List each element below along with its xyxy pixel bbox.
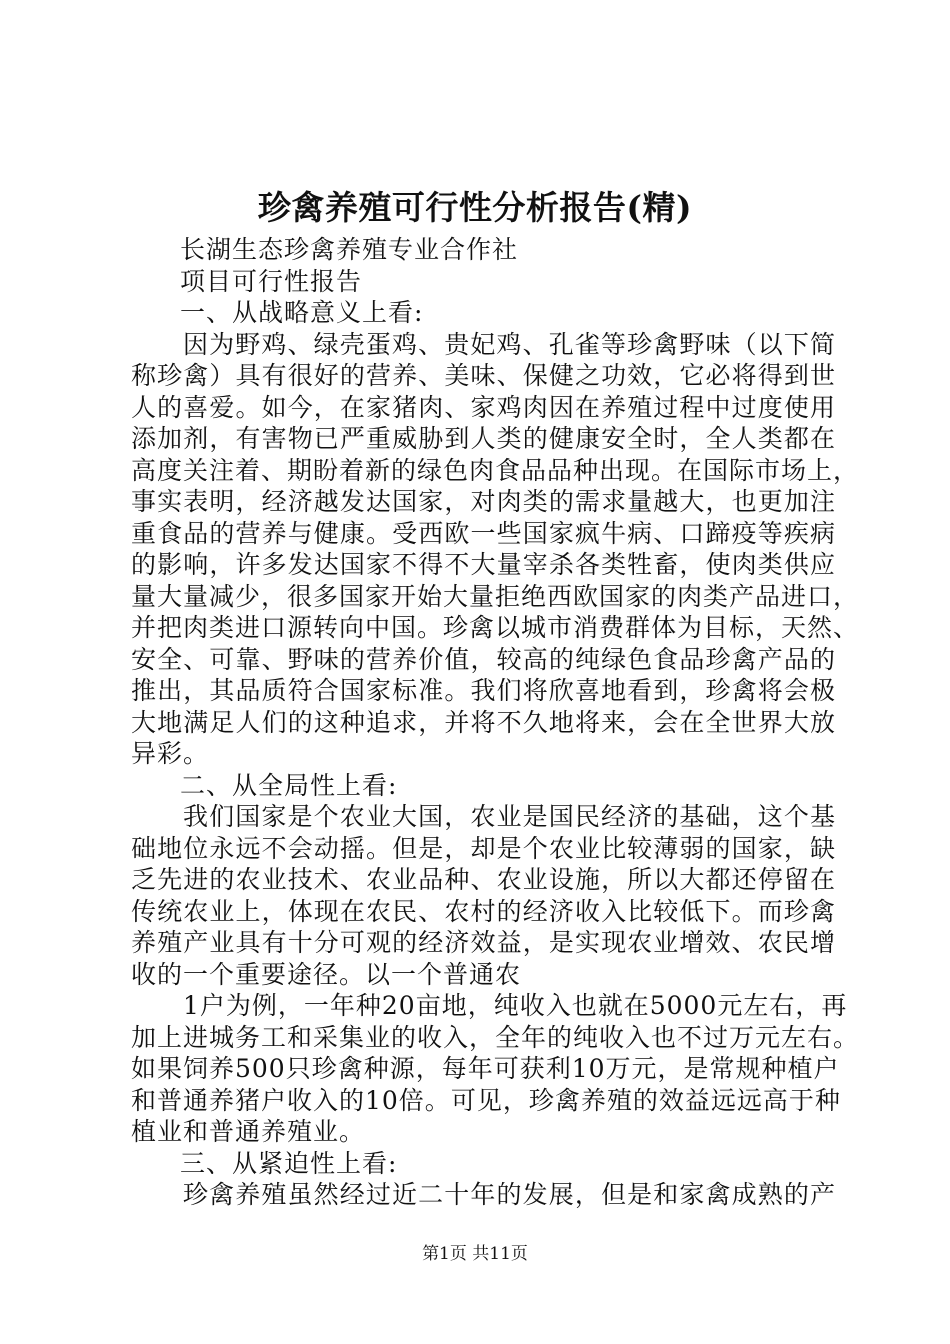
- text-line: 异彩。: [131, 739, 210, 768]
- text-line: 植业和普通养殖业。: [131, 1117, 366, 1146]
- text-line: 二、从全局性上看:: [180, 770, 398, 800]
- text-line: 事实表明，经济越发达国家，对肉类的需求量越大，也更加注: [131, 487, 836, 516]
- text-line: 长湖生态珍禽养殖专业合作社: [180, 235, 519, 264]
- text-line: 并把肉类进口源转向中国。珍禽以城市消费群体为目标，天然、: [131, 613, 860, 642]
- text-line: 量大量减少，很多国家开始大量拒绝西欧国家的肉类产品进口，: [131, 581, 860, 611]
- text-line: 添加剂，有害物已严重威胁到人类的健康安全时，全人类都在: [131, 424, 836, 453]
- text-line: 推出，其品质符合国家标准。我们将欣喜地看到，珍禽将会极: [131, 676, 836, 705]
- text-line: 称珍禽）具有很好的营养、美味、保健之功效，它必将得到世: [131, 361, 836, 390]
- text-line: 养殖产业具有十分可观的经济效益，是实现农业增效、农民增: [131, 928, 836, 957]
- text-line: 人的喜爱。如今，在家猪肉、家鸡肉因在养殖过程中过度使用: [131, 392, 836, 422]
- text-line: 如果饲养500只珍禽种源，每年可获利10万元，是常规种植户: [131, 1054, 840, 1083]
- text-line: 传统农业上，体现在农民、农村的经济收入比较低下。而珍禽: [131, 896, 836, 926]
- text-line: 重食品的营养与健康。受西欧一些国家疯牛病、口蹄疫等疾病: [131, 518, 836, 548]
- text-line: 三、从紧迫性上看:: [180, 1148, 398, 1178]
- text-line: 1户为例，一年种20亩地，纯收入也就在5000元左右，再: [183, 991, 848, 1020]
- document-body: [131, 234, 860, 1211]
- text-line: 的影响，许多发达国家不得不大量宰杀各类牲畜，使肉类供应: [131, 550, 836, 579]
- text-line: 因为野鸡、绿壳蛋鸡、贵妃鸡、孔雀等珍禽野味（以下简: [183, 329, 836, 359]
- text-line: 和普通养猪户收入的10倍。可见，珍禽养殖的效益远远高于种: [131, 1085, 841, 1115]
- text-line: 一、从战略意义上看:: [180, 298, 424, 327]
- document-title: 珍禽养殖可行性分析报告(精): [257, 188, 693, 227]
- page-footer: 第1页 共11页: [422, 1244, 528, 1264]
- text-line: 收的一个重要途径。以一个普通农: [131, 959, 522, 989]
- text-line: 高度关注着、期盼着新的绿色肉食品品种出现。在国际市场上，: [131, 455, 860, 485]
- text-line: 安全、可靠、野味的营养价值，较高的纯绿色食品珍禽产品的: [131, 644, 836, 674]
- text-line: 我们国家是个农业大国，农业是国民经济的基础，这个基: [183, 802, 836, 831]
- text-line: 乏先进的农业技术、农业品种、农业设施，所以大都还停留在: [131, 865, 836, 894]
- text-line: 础地位永远不会动摇。但是，却是个农业比较薄弱的国家，缺: [131, 833, 836, 863]
- text-line: 项目可行性报告: [180, 266, 363, 296]
- text-line: 加上进城务工和采集业的收入，全年的纯收入也不过万元左右。: [131, 1022, 860, 1052]
- text-line: 大地满足人们的这种追求，并将不久地将来，会在全世界大放: [131, 707, 836, 737]
- text-line: 珍禽养殖虽然经过近二十年的发展，但是和家禽成熟的产: [183, 1180, 836, 1209]
